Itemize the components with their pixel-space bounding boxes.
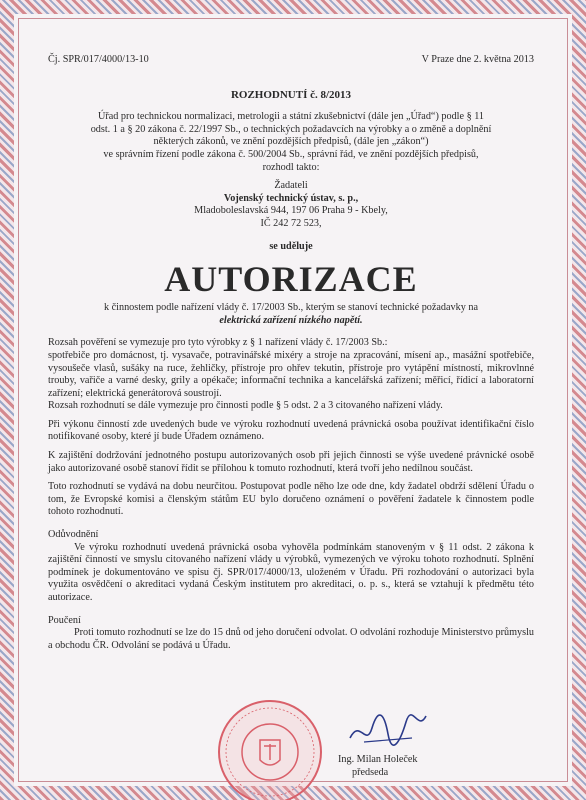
scope-intro: Rozsah pověření se vymezuje pro tyto výrobky z § 1 nařízení vlády č. 17/2003 Sb.:: [48, 337, 388, 349]
seal-emblem-icon: [220, 702, 320, 800]
applicant-name: Vojenský technický ústav, s. p.,: [223, 192, 359, 204]
applicant-label: Žadateli: [274, 180, 308, 192]
signatory-role: předseda: [352, 766, 389, 778]
intro-line-5: rozhodl takto:: [262, 161, 320, 173]
intro-line-2: odst. 1 a § 20 zákona č. 22/1997 Sb., o technických požadavcích na výrobky a o změně a doplnění: [90, 123, 492, 135]
reasoning-heading: Odůvodnění: [48, 529, 99, 541]
document-body: [48, 54, 534, 652]
decision-title: ROZHODNUTÍ č. 8/2013: [230, 88, 352, 101]
period-paragraph: Toto rozhodnutí se vydává na dobu neurčitou. Postupovat podle něho lze ode dne, kdy žadatel obdrží sdělení Úřadu o tom, že Evropské komisi a členským státům EU bylo doručeno oznámení o pověření žadatele k činnostem podle tohoto rozhodnutí.: [48, 481, 534, 518]
applicant-block: [48, 180, 534, 230]
intro-block: [48, 111, 534, 174]
handwritten-signature: [342, 708, 432, 756]
signatory-block: [338, 754, 418, 779]
scope-activities: Rozsah rozhodnutí se dále vymezuje pro činnosti podle § 5 odst. 2 a 3 citovaného nařízení vlády.: [48, 400, 443, 412]
intro-line-1: Úřad pro technickou normalizaci, metrologii a státní zkušebnictví (dále jen „Úřad“) podle § 11: [97, 111, 485, 123]
place-date: V Praze dne 2. května 2013: [421, 54, 534, 65]
intro-line-3: některých zákonů, ve znění pozdějších předpisů, (dále jen „zákon“): [153, 136, 429, 148]
intro-line-4: ve správním řízení podle zákona č. 500/2004 Sb., správní řád, ve znění pozdějších předpisů,: [103, 148, 479, 160]
applicant-address: Mladoboleslavská 944, 197 06 Praha 9 - Kbely,: [194, 205, 388, 217]
activity-line-1: k činnostem podle nařízení vlády č. 17/2003 Sb., kterým se stanoví technické požadavky na: [103, 302, 478, 314]
instruction-heading: Poučení: [48, 614, 81, 626]
signatory-name: Ing. Milan Holeček: [338, 754, 418, 765]
scope-products: spotřebiče pro domácnost, tj. vysavače, potravinářské mixéry a stroje na zpracování, mísení ap., masážní spotřebiče, vysoušeče vlasů, sušáky na ruce, žehličky, přístroje pro ohřev tekutin, přístroje pro vytápění místností, mikrovlnné trouby, vařiče a varné desky, grily a opékače; informační technika a kancelářská zařízení; měřicí, řídicí a laboratorní zařízení; elektrická generátorová soustrojí.: [48, 349, 534, 399]
instruction-text: Proti tomuto rozhodnutí se lze do 15 dnů od jeho doručení odvolat. O odvolání rozhoduje Ministerstvo průmyslu a obchodu ČR. Odvolání se podává u Úřadu.: [48, 627, 534, 651]
official-seal-stamp: [218, 700, 322, 800]
notify-paragraph: Při výkonu činností zde uvedených bude ve výroku rozhodnutí uvedená právnická osoba používat identifikační číslo notifikované osoby, které jí bude Úřadem oznámeno.: [48, 418, 534, 443]
reasoning-text: Ve výroku rozhodnutí uvedená právnická osoba vyhověla podmínkám stanoveným v § 11 odst. 2 zákona k zajištění činností ve smyslu citovaného nařízení vlády u výrobků, vymezených ve výroku tohoto rozhodnutí. Splnění podmínek je dokumentováno ve spisu čj. SPR/017/4000/13, uloženém v Úřadu. Při rozhodování o autorizaci byla využita osvědčení o akreditaci vydaná Českým institutem pro akreditaci, o. p. s., která se vztahují k předmětu této autorizace.: [48, 541, 534, 603]
applicant-ic: IČ 242 72 523,: [260, 217, 322, 229]
reference-number: Čj. SPR/017/4000/13-10: [48, 54, 149, 65]
grant-text: se uděluje: [269, 240, 313, 252]
header-row: [48, 54, 534, 67]
scope-section: [48, 337, 534, 413]
activity-line-2: elektrická zařízení nízkého napětí.: [219, 314, 363, 326]
authorization-heading: AUTORIZACE: [164, 259, 418, 300]
rules-paragraph: K zajištění dodržování jednotného postupu autorizovaných osob při jejich činnosti se výše uvedené právnické osobě jako autorizované osobě stanoví řídit se přílohou k tomuto rozhodnutí, která tvoří jeho nedílnou součást.: [48, 450, 534, 474]
